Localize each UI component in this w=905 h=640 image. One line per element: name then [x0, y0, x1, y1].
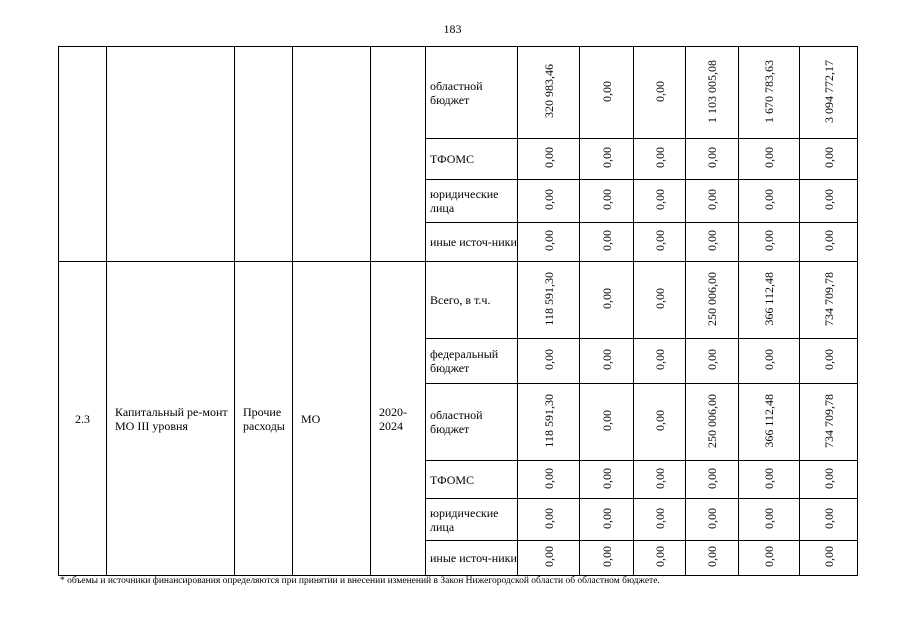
value-text: 0,00 [762, 349, 776, 370]
value-cell [739, 139, 800, 180]
value-text: 0,00 [541, 230, 556, 251]
value-cell [686, 541, 739, 576]
value-cell [800, 139, 858, 180]
value-cell [800, 384, 858, 461]
value-cell [634, 384, 686, 461]
value-text: 118 591,30 [541, 271, 556, 326]
value-text: 0,00 [541, 349, 556, 370]
value-text: 0,00 [652, 467, 667, 489]
value-text: 0,00 [599, 147, 614, 168]
value-text: 0,00 [652, 189, 667, 210]
source-label: областной бюджет [426, 384, 518, 461]
value-cell [580, 499, 634, 541]
source-label: юридические лица [426, 180, 518, 223]
value-cell [580, 47, 634, 139]
value-cell [580, 180, 634, 223]
source-label: ТФОМС [426, 139, 518, 180]
value-cell [634, 541, 686, 576]
value-text: 250 006,00 [705, 271, 719, 326]
value-text: 0,00 [821, 507, 836, 529]
source-label: областной бюджет [426, 47, 518, 139]
value-text: 0,00 [541, 546, 556, 567]
value-text: 734 709,78 [821, 271, 836, 326]
value-text: 250 006,00 [705, 393, 719, 448]
value-text: 0,00 [599, 507, 614, 529]
value-cell [686, 139, 739, 180]
value-cell [634, 461, 686, 499]
value-text: 0,00 [821, 546, 836, 567]
value-text: 0,00 [762, 189, 776, 210]
value-text: 0,00 [599, 467, 614, 489]
footnote: * объемы и источники финансирования определяются при принятии и внесении изменений в Закон Нижегородской области об областном бюджете. [60, 576, 660, 586]
value-cell [518, 339, 580, 384]
value-cell [800, 262, 858, 339]
value-text: 0,00 [705, 507, 719, 529]
value-text: 0,00 [599, 349, 614, 370]
financing-table [58, 46, 858, 576]
value-text: 0,00 [762, 507, 776, 529]
value-text: 3 094 772,17 [821, 59, 836, 123]
value-cell [580, 461, 634, 499]
value-cell [634, 139, 686, 180]
value-cell [634, 47, 686, 139]
value-text: 0,00 [599, 410, 614, 431]
value-cell [634, 499, 686, 541]
value-text: 0,00 [821, 230, 836, 251]
value-text: 0,00 [821, 349, 836, 370]
value-cell [634, 339, 686, 384]
value-cell [739, 384, 800, 461]
value-cell [686, 262, 739, 339]
value-cell [518, 47, 580, 139]
value-text: 366 112,48 [762, 393, 776, 448]
value-cell [686, 339, 739, 384]
value-text: 0,00 [705, 546, 719, 567]
item-expense-type: Прочие расходы [235, 262, 293, 576]
value-text: 0,00 [762, 147, 776, 168]
value-cell [686, 461, 739, 499]
value-cell [686, 47, 739, 139]
value-cell [800, 339, 858, 384]
value-text: 0,00 [599, 288, 614, 309]
value-cell [739, 223, 800, 262]
value-cell [739, 541, 800, 576]
item-number: 2.3 [59, 262, 107, 576]
page-number: 183 [443, 22, 462, 36]
source-label: иные источ-ники [426, 223, 518, 262]
cell-expense-empty [235, 47, 293, 262]
cell-period-empty [371, 47, 426, 262]
value-cell [739, 47, 800, 139]
value-cell [739, 180, 800, 223]
source-label: Всего, в т.ч. [426, 262, 518, 339]
value-text: 1 670 783,63 [762, 59, 776, 123]
value-cell [800, 461, 858, 499]
item-period: 2020-2024 [371, 262, 426, 576]
value-text: 118 591,30 [541, 393, 556, 448]
value-cell [739, 262, 800, 339]
value-text: 0,00 [652, 288, 667, 309]
value-text: 0,00 [541, 189, 556, 210]
table-row [59, 47, 858, 139]
value-text: 1 103 005,08 [705, 59, 719, 123]
value-cell [518, 262, 580, 339]
source-label: юридические лица [426, 499, 518, 541]
value-cell [518, 541, 580, 576]
value-cell [739, 339, 800, 384]
cell-number-empty [59, 47, 107, 262]
value-cell [580, 262, 634, 339]
value-text: 0,00 [541, 147, 556, 168]
value-cell [518, 223, 580, 262]
value-text: 0,00 [762, 546, 776, 567]
table-row [59, 262, 858, 339]
value-cell [580, 384, 634, 461]
value-text: 0,00 [652, 410, 667, 431]
value-text: 0,00 [599, 189, 614, 210]
value-cell [518, 461, 580, 499]
value-text: 320 983,46 [541, 64, 556, 118]
value-cell [686, 384, 739, 461]
value-text: 0,00 [705, 467, 719, 489]
value-text: 0,00 [821, 147, 836, 168]
value-cell [800, 47, 858, 139]
value-cell [800, 180, 858, 223]
value-cell [634, 180, 686, 223]
value-text: 0,00 [599, 80, 614, 102]
value-text: 0,00 [652, 546, 667, 567]
value-text: 366 112,48 [762, 271, 776, 326]
value-text: 0,00 [652, 507, 667, 529]
value-cell [518, 180, 580, 223]
value-cell [518, 499, 580, 541]
source-label: иные источ-ники [426, 541, 518, 576]
cell-name-empty [107, 47, 235, 262]
item-executor: МО [293, 262, 371, 576]
value-cell [800, 499, 858, 541]
value-text: 0,00 [652, 80, 667, 102]
value-text: 0,00 [762, 230, 776, 251]
value-cell [634, 262, 686, 339]
value-text: 0,00 [652, 147, 667, 168]
value-text: 0,00 [705, 147, 719, 168]
cell-executor-empty [293, 47, 371, 262]
value-cell [580, 541, 634, 576]
value-cell [686, 180, 739, 223]
value-text: 0,00 [705, 189, 719, 210]
value-text: 0,00 [705, 349, 719, 370]
value-text: 0,00 [652, 349, 667, 370]
value-cell [580, 223, 634, 262]
value-text: 0,00 [652, 230, 667, 251]
value-cell [800, 223, 858, 262]
source-label: федеральный бюджет [426, 339, 518, 384]
value-text: 0,00 [705, 230, 719, 251]
value-text: 0,00 [541, 467, 556, 489]
value-cell [686, 499, 739, 541]
value-cell [634, 223, 686, 262]
value-text: 0,00 [821, 189, 836, 210]
value-cell [739, 499, 800, 541]
value-cell [580, 139, 634, 180]
value-cell [686, 223, 739, 262]
item-name: Капитальный ре-монт МО III уровня [107, 262, 235, 576]
source-label: ТФОМС [426, 461, 518, 499]
value-cell [580, 339, 634, 384]
value-text: 0,00 [762, 467, 776, 489]
value-cell [739, 461, 800, 499]
value-text: 0,00 [541, 507, 556, 529]
value-text: 734 709,78 [821, 393, 836, 448]
value-cell [518, 384, 580, 461]
value-cell [800, 541, 858, 576]
value-text: 0,00 [599, 546, 614, 567]
value-cell [518, 139, 580, 180]
value-text: 0,00 [599, 230, 614, 251]
value-text: 0,00 [821, 467, 836, 489]
